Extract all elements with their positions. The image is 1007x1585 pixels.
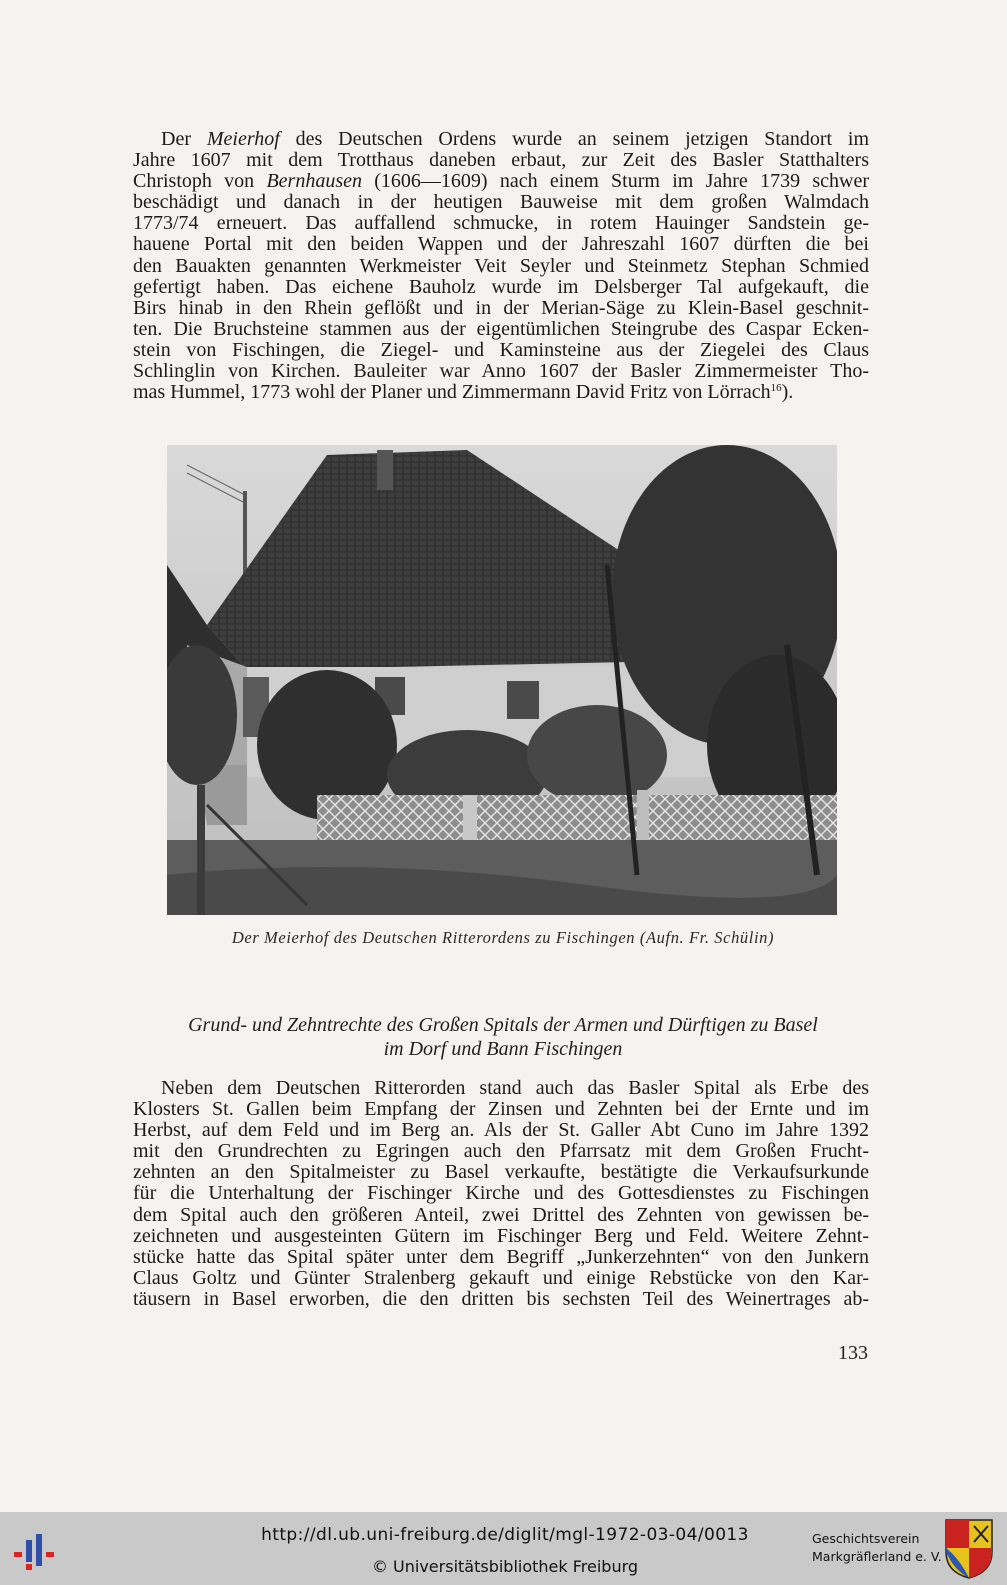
text-line xyxy=(133,171,869,192)
text-line xyxy=(133,1247,869,1268)
text-segment: Bernhausen xyxy=(266,170,362,193)
text-line xyxy=(133,1205,869,1226)
text-line xyxy=(133,129,869,150)
text-segment: zehnten an den Spitalmeister zu Basel verkaufte, bestätigte die Verkaufsurkunde xyxy=(133,1161,869,1184)
text-line xyxy=(133,234,869,255)
text-segment: beschädigt und danach in der heutigen Bauweise mit dem großen Walmdach xyxy=(133,191,869,214)
paragraph-meierhof xyxy=(133,129,869,403)
text-line xyxy=(133,1078,869,1099)
text-line xyxy=(133,277,869,298)
text-segment: (1606—1609) nach einem Sturm im Jahre 1739 schwer xyxy=(362,170,869,193)
text-segment: gefertigt haben. Das eichene Bauholz wurde im Delsberger Tal aufgekauft, die xyxy=(133,275,869,298)
text-segment: den Bauakten genannten Werkmeister Veit Seyler und Steinmetz Stephan Schmied xyxy=(133,254,869,277)
document-url-link[interactable]: http://dl.ub.uni-freiburg.de/diglit/mgl-1972-03-04/0013 xyxy=(261,1525,749,1545)
text-segment: täusern in Basel erworben, die den dritten bis sechsten Teil des Weinertrages ab- xyxy=(133,1287,869,1310)
text-segment: Der xyxy=(161,128,207,150)
society-name-line-2: Markgräflerland e. V. xyxy=(812,1549,942,1564)
text-line xyxy=(133,382,869,403)
library-logo-icon xyxy=(12,1532,62,1572)
coat-of-arms-icon xyxy=(944,1518,994,1580)
text-segment: stücke hatte das Spital später unter dem Begriff „Junkerzehnten“ von den Junkern xyxy=(133,1245,869,1268)
page-number: 133 xyxy=(838,1342,868,1364)
text-line xyxy=(133,1141,869,1162)
text-line xyxy=(133,361,869,382)
text-segment: Herbst, auf dem Feld und im Berg an. Als der St. Galler Abt Cuno im Jahre 1392 xyxy=(133,1119,869,1142)
text-line xyxy=(133,1268,869,1289)
text-segment: Schlinglin von Kirchen. Bauleiter war Anno 1607 der Basler Zimmermeister Tho- xyxy=(133,360,869,383)
text-segment: mit den Grundrechten zu Egringen auch den Pfarrsatz mit dem Großen Frucht- xyxy=(133,1140,869,1163)
text-line xyxy=(133,213,869,234)
text-line xyxy=(133,1162,869,1183)
society-name-line-1: Geschichtsverein xyxy=(812,1531,920,1546)
text-line xyxy=(133,150,869,171)
text-segment: mas Hummel, 1773 wohl der Planer und Zimmermann David Fritz von Lörrach xyxy=(133,381,771,404)
text-segment: Neben dem Deutschen Ritterorden stand auch das Basler Spital als Erbe des xyxy=(161,1077,869,1099)
text-segment: für die Unterhaltung der Fischinger Kirche und des Gottesdienstes zu Fischingen xyxy=(133,1182,869,1205)
text-line xyxy=(133,192,869,213)
text-line xyxy=(133,319,869,340)
text-segment: zeichneten und ausgesteinten Gütern im Fischinger Berg und Feld. Weitere Zehnt- xyxy=(133,1224,869,1247)
paragraph-spital xyxy=(133,1078,869,1310)
text-line xyxy=(133,298,869,319)
text-segment: ten. Die Bruchsteine stammen aus der eigentümlichen Steingrube des Caspar Ecken- xyxy=(133,317,869,340)
society-name xyxy=(812,1530,942,1566)
text-line xyxy=(133,1120,869,1141)
figure-caption: Der Meierhof des Deutschen Ritterordens zu Fischingen (Aufn. Fr. Schülin) xyxy=(231,928,775,947)
section-heading-line-2: im Dorf und Bann Fischingen xyxy=(383,1038,623,1060)
text-line xyxy=(133,340,869,361)
photo-meierhof xyxy=(167,445,837,915)
copyright-notice: © Universitätsbibliothek Freiburg xyxy=(371,1557,639,1576)
text-segment: Claus Goltz und Günter Stralenberg gekauft und einige Rebstücke von den Kar- xyxy=(133,1266,869,1289)
text-segment: Christoph von xyxy=(133,170,267,193)
text-segment: hauene Portal mit den beiden Wappen und der Jahreszahl 1607 dürften die bei xyxy=(133,233,869,256)
text-segment: stein von Fischingen, die Ziegel- und Kaminsteine aus der Ziegelei des Claus xyxy=(133,338,869,361)
text-segment: des Deutschen Ordens wurde an seinem jetzigen Standort im xyxy=(279,128,869,150)
text-segment: Meierhof xyxy=(206,128,280,150)
text-segment: 16 xyxy=(770,382,782,395)
footer-bar xyxy=(0,1512,1007,1585)
text-line xyxy=(133,1099,869,1120)
text-line xyxy=(133,256,869,277)
text-segment: 1773/74 erneuert. Das auffallend schmucke, in rotem Hauinger Sandstein ge- xyxy=(133,212,869,235)
text-line xyxy=(133,1289,869,1310)
text-segment: Birs hinab in den Rhein geflößt und in der Merian-Säge zu Klein-Basel geschnit- xyxy=(133,296,869,319)
text-segment: Klosters St. Gallen beim Empfang der Zinsen und Zehnten bei der Ernte und im xyxy=(133,1098,869,1121)
text-line xyxy=(133,1226,869,1247)
text-segment: Jahre 1607 mit dem Trotthaus daneben erbaut, zur Zeit des Basler Statthalters xyxy=(133,149,869,172)
section-heading-line-1: Grund- und Zehntrechte des Großen Spitals der Armen und Dürftigen zu Basel xyxy=(188,1014,818,1036)
text-segment: dem Spital auch den größeren Anteil, zwei Drittel des Zehnten von gewissen be- xyxy=(133,1203,869,1226)
section-heading xyxy=(133,1013,873,1061)
text-line xyxy=(133,1183,869,1204)
text-segment: ). xyxy=(781,381,794,404)
